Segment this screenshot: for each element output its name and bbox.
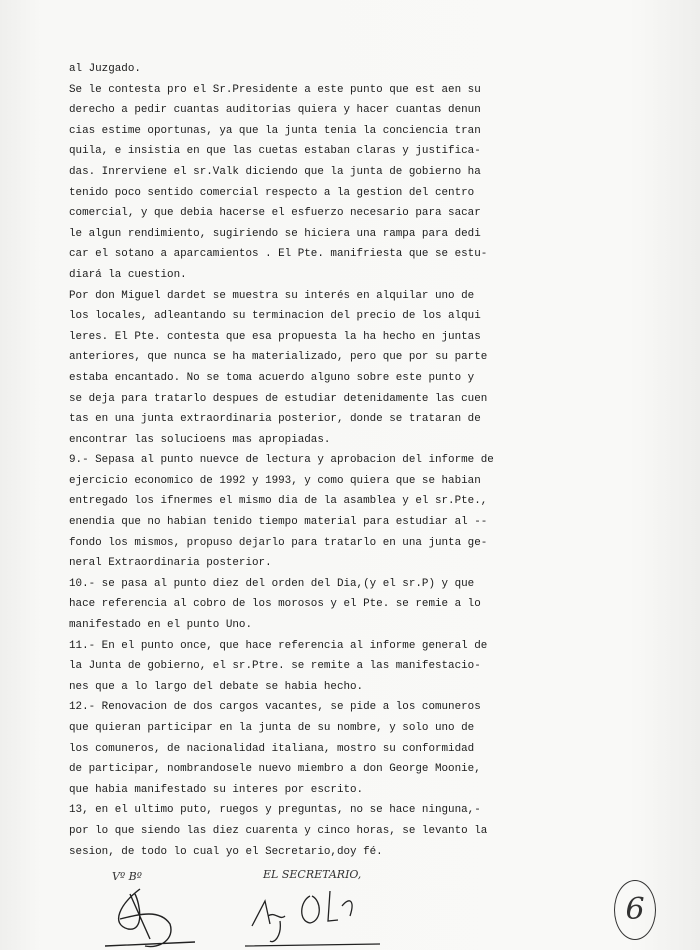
text-line: los locales, adleantando su terminacion del precio de los alqui — [69, 310, 481, 323]
text-line: se deja para tratarlo despues de estudiar detenidamente las cuen — [69, 392, 488, 405]
text-line: manifestado en el punto Uno. — [69, 619, 252, 632]
text-line: la Junta de gobierno, el sr.Ptre. se remite a las manifestacio- — [69, 660, 481, 673]
text-line: 9.- Sepasa al punto nuevce de lectura y aprobacion del informe de — [69, 454, 494, 467]
text-line: tas en una junta extraordinaria posterior, donde se trataran de — [69, 413, 481, 426]
text-line: que habia manifestado su interes por escrito. — [69, 783, 364, 796]
text-line: quila, e insistia en que las cuetas estaban claras y justifica- — [69, 145, 481, 158]
text-line: nes que a lo largo del debate se habia hecho. — [69, 680, 364, 693]
text-line: hace referencia al cobro de los morosos y el Pte. se remie a lo — [69, 598, 481, 611]
text-line: ejercicio economico de 1992 y 1993, y como quiera que se habian — [69, 474, 481, 487]
text-line: Por don Miguel dardet se muestra su interés en alquilar uno de — [69, 289, 475, 302]
text-line: neral Extraordinaria posterior. — [69, 557, 272, 570]
president-signature — [100, 884, 210, 950]
text-line: Se le contesta pro el Sr.Presidente a este punto que est aen su — [69, 83, 481, 96]
text-line: 10.- se pasa al punto diez del orden del Dia,(y el sr.P) y que — [69, 577, 475, 590]
text-line: car el sotano a aparcamientos . El Pte. manifriesta que se estu- — [69, 248, 488, 261]
document-body — [69, 59, 494, 862]
text-line: estaba encantado. No se toma acuerdo alguno sobre este punto y — [69, 371, 475, 384]
text-line: fondo los mismos, propuso dejarlo para tratarlo en una junta ge- — [69, 536, 488, 549]
text-line: derecho a pedir cuantas auditorias quiera y hacer cuantas denun — [69, 104, 481, 117]
text-line: por lo que siendo las diez cuarenta y cinco horas, se levanto la — [69, 824, 488, 837]
text-line: anteriores, que nunca se ha materializado, pero que por su parte — [69, 351, 488, 364]
text-line: los comuneros, de nacionalidad italiana, mostro su conformidad — [69, 742, 475, 755]
text-line: cias estime oportunas, ya que la junta tenia la conciencia tran — [69, 124, 481, 137]
text-line: 12.- Renovacion de dos cargos vacantes, se pide a los comuneros — [69, 701, 481, 714]
text-line: 11.- En el punto once, que hace referencia al informe general de — [69, 639, 488, 652]
text-line: al Juzgado. — [69, 63, 141, 75]
text-line: le algun rendimiento, sugiriendo se hiciera una rampa para dedi — [69, 227, 481, 240]
text-line: das. Inrerviene el sr.Valk diciendo que la junta de gobierno ha — [69, 165, 481, 178]
page-number: 6 — [614, 880, 656, 940]
text-line: comercial, y que debia hacerse el esfuerzo necesario para sacar — [69, 207, 481, 220]
text-line: diará la cuestion. — [69, 268, 187, 281]
text-line: 13, en el ultimo puto, ruegos y preguntas, no se hace ninguna,- — [69, 804, 481, 817]
text-line: entregado los ifnermes el mismo dia de la asamblea y el sr.Pte., — [69, 495, 488, 508]
text-line: encontrar las solucioens mas apropiadas. — [69, 433, 331, 446]
text-line: de participar, nombrandosele nuevo miembro a don George Moonie, — [69, 763, 481, 776]
text-line: leres. El Pte. contesta que esa propuesta la ha hecho en juntas — [69, 330, 481, 343]
secretary-handwritten-label: EL SECRETARIO, — [263, 868, 362, 881]
text-line: que quieran participar en la junta de su nombre, y solo uno de — [69, 722, 475, 734]
text-line: sesion, de todo lo cual yo el Secretario,doy fé. — [69, 845, 383, 858]
text-line: tenido poco sentido comercial respecto a la gestion del centro — [69, 186, 475, 199]
secretary-signature — [230, 876, 380, 950]
vobo-handwritten-label: Vº Bº — [112, 870, 142, 883]
text-line: enendia que no habian tenido tiempo material para estudiar al -- — [69, 516, 488, 529]
